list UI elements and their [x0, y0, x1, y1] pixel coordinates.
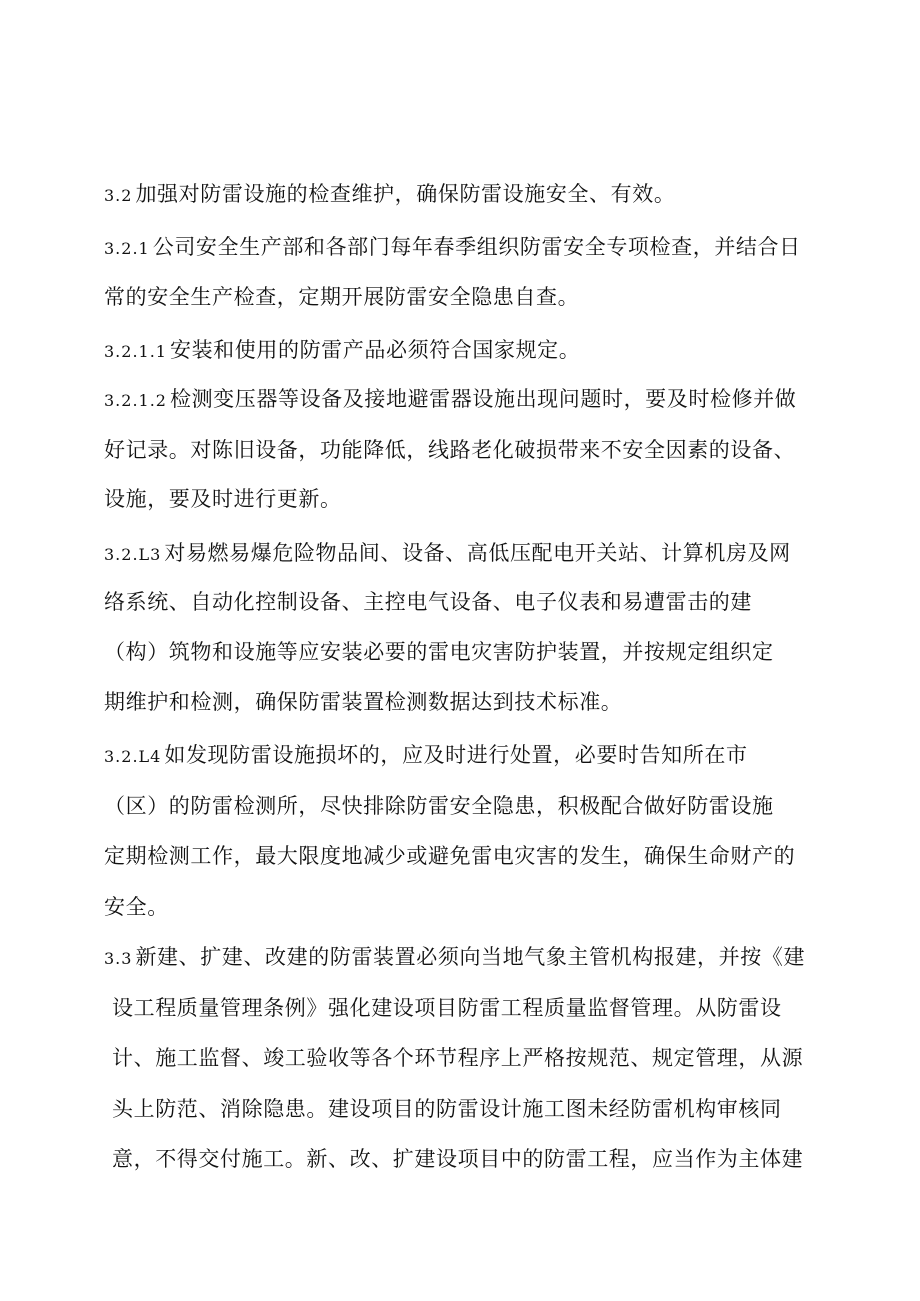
- line-text: 头上防范、消除隐患。建设项目的防雷设计施工图未经防雷机构审核同: [112, 1097, 782, 1121]
- text-line: [104, 385, 796, 415]
- text-line: [112, 1095, 782, 1123]
- text-line: [104, 485, 342, 513]
- line-text: 安装和使用的防雷产品必须符合国家规定。: [169, 338, 581, 362]
- text-line: [104, 436, 795, 464]
- line-text: 安全。: [104, 895, 169, 919]
- line-text: 定期检测工作，最大限度地减少或避免雷电灾害的发生，确保生命财产的: [104, 844, 796, 868]
- line-text: 公司安全生产部和各部门每年春季组织防雷安全专项检查，并结合日: [152, 235, 801, 259]
- text-line: [104, 688, 622, 716]
- line-text: 对易燃易爆危险物品间、设备、高低压配电开关站、计算机房及网: [164, 541, 791, 565]
- text-line: [104, 893, 169, 921]
- line-text: 期维护和检测，确保防雷装置检测数据达到技术标准。: [104, 690, 623, 714]
- clause-number: 3.2.1: [104, 239, 150, 258]
- text-line: [104, 283, 579, 311]
- clause-number: 3.2.L4: [104, 747, 162, 766]
- clause-number: 3.2.L3: [104, 545, 162, 564]
- line-text: 如发现防雷设施损坏的，应及时进行处置，必要时告知所在市: [164, 743, 748, 767]
- text-line: [112, 1044, 803, 1072]
- clause-number: 3.2.1.2: [104, 391, 167, 410]
- text-line: [104, 792, 774, 820]
- text-line: [104, 588, 752, 616]
- text-line: [104, 336, 580, 366]
- text-line: [104, 943, 805, 973]
- text-line: [112, 1145, 803, 1173]
- line-text: 好记录。对陈旧设备，功能降低，线路老化破损带来不安全因素的设备、: [104, 438, 796, 462]
- clause-number: 3.2.1.1: [104, 342, 167, 361]
- text-line: [104, 180, 675, 210]
- line-text: 检测变压器等设备及接地避雷器设施出现问题时，要及时检修并做: [169, 387, 797, 411]
- text-line: [104, 233, 801, 263]
- text-line: [104, 539, 791, 569]
- text-line: [104, 741, 748, 771]
- clause-number: 3.3: [104, 949, 133, 968]
- line-text: 计、施工监督、竣工验收等各个环节程序上严格按规范、规定管理，从源: [112, 1046, 804, 1070]
- line-text: 加强对防雷设施的检查维护，确保防雷设施安全、有效。: [135, 182, 676, 206]
- line-text: 新建、扩建、改建的防雷装置必须向当地气象主管机构报建，并按《建: [135, 945, 806, 969]
- line-text: 络系统、自动化控制设备、主控电气设备、电子仪表和易遭雷击的建: [104, 590, 752, 614]
- line-text: （区）的防雷检测所，尽快排除防雷安全隐患，积极配合做好防雷设施: [104, 794, 774, 818]
- text-line: [104, 842, 795, 870]
- line-text: 常的安全生产检查，定期开展防雷安全隐患自查。: [104, 285, 580, 309]
- text-line: [112, 994, 782, 1022]
- text-line: [104, 638, 774, 666]
- line-text: 意，不得交付施工。新、改、扩建设项目中的防雷工程，应当作为主体建: [112, 1147, 804, 1171]
- line-text: （构）筑物和设施等应安装必要的雷电灾害防护装置，并按规定组织定: [104, 640, 774, 664]
- line-text: 设施，要及时进行更新。: [104, 487, 342, 511]
- clause-number: 3.2: [104, 186, 133, 205]
- line-text: 设工程质量管理条例》强化建设项目防雷工程质量监督管理。从防雷设: [112, 996, 782, 1020]
